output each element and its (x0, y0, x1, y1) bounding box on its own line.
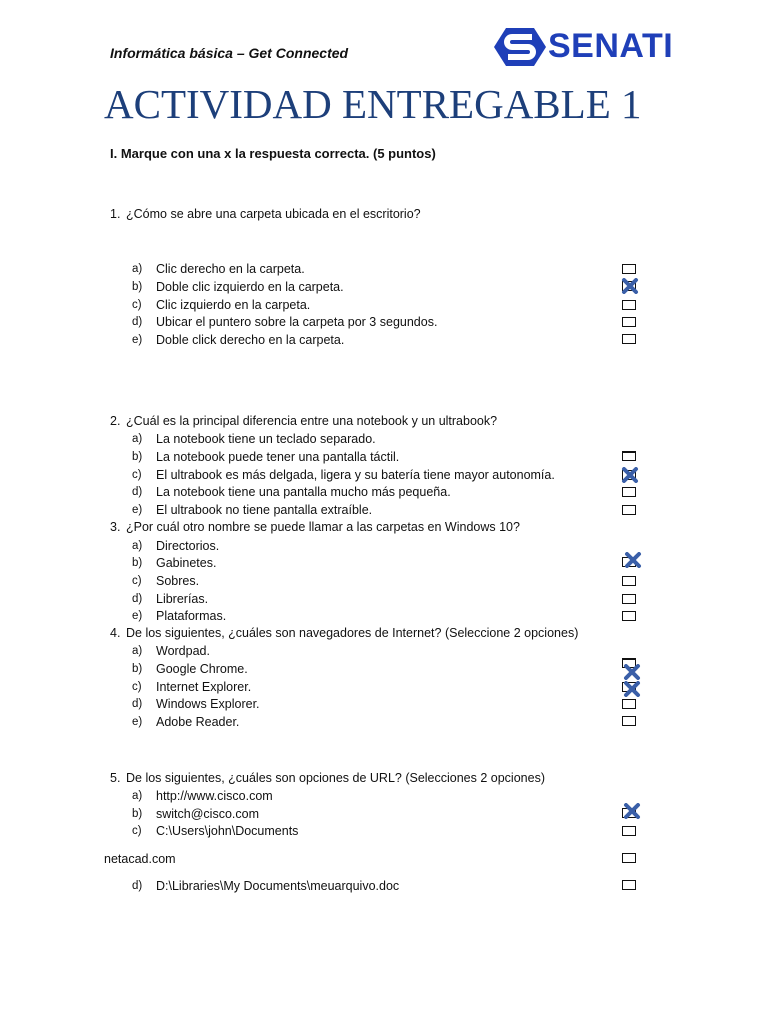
option-letter: e) (132, 716, 143, 728)
option-text: El ultrabook es más delgada, ligera y su batería tiene mayor autonomía. (156, 468, 555, 482)
check-x-mark-icon (623, 664, 641, 680)
option-text: Google Chrome. (156, 662, 248, 676)
document-subtitle: Informática básica – Get Connected (110, 45, 349, 61)
check-x-mark-icon (621, 467, 639, 483)
answer-checkbox[interactable] (622, 505, 636, 515)
option-letter: a) (132, 433, 143, 445)
option-letter: c) (132, 575, 142, 587)
option-letter: c) (132, 825, 142, 837)
option-text: Wordpad. (156, 644, 210, 658)
check-x-mark-icon (623, 681, 641, 697)
option-text: Clic izquierdo en la carpeta. (156, 298, 311, 312)
check-x-mark-icon (623, 803, 641, 819)
question-number: 5. (110, 771, 121, 785)
option-text: El ultrabook no tiene pantalla extraíble. (156, 503, 373, 517)
option-text: Internet Explorer. (156, 680, 252, 694)
question-2 (110, 414, 497, 428)
option-letter: b) (132, 281, 143, 293)
answer-checkbox[interactable] (622, 826, 636, 836)
answer-checkbox[interactable] (622, 716, 636, 726)
senati-logo-text: SENATI (548, 27, 674, 65)
option-letter: e) (132, 610, 143, 622)
question-4 (110, 626, 578, 640)
option-text: La notebook tiene un teclado separado. (156, 432, 376, 446)
question-text: ¿Cuál es la principal diferencia entre una notebook y un ultrabook? (126, 414, 498, 428)
option-text: http://www.cisco.com (156, 789, 273, 803)
option-letter: b) (132, 808, 143, 820)
answer-checkbox[interactable] (622, 853, 636, 863)
question-3 (110, 520, 520, 534)
option-text: Doble clic izquierdo en la carpeta. (156, 280, 344, 294)
option-text: Gabinetes. (156, 556, 217, 570)
answer-checkbox[interactable] (622, 880, 636, 890)
answer-checkbox[interactable] (622, 334, 636, 344)
question-5 (110, 771, 545, 785)
question-text: De los siguientes, ¿cuáles son navegadores de Internet? (Seleccione 2 opciones) (126, 626, 579, 640)
question-text: ¿Cómo se abre una carpeta ubicada en el escritorio? (126, 207, 421, 221)
answer-checkbox[interactable] (622, 576, 636, 586)
question-text: De los siguientes, ¿cuáles son opciones de URL? (Selecciones 2 opciones) (126, 771, 545, 785)
page-title: ACTIVIDAD ENTREGABLE 1 (104, 81, 642, 127)
option-letter: d) (132, 880, 143, 892)
option-text: C:\Users\john\Documents (156, 824, 299, 838)
option-letter: c) (132, 469, 142, 481)
option-text: switch@cisco.com (156, 807, 259, 821)
option-text: Sobres. (156, 574, 200, 588)
option-letter: d) (132, 698, 143, 710)
option-text: netacad.com (104, 852, 176, 866)
option-text: La notebook puede tener una pantalla táctil. (156, 450, 400, 464)
check-x-mark-icon (621, 278, 639, 294)
question-1 (110, 207, 421, 221)
answer-checkbox[interactable] (622, 611, 636, 621)
option-letter: b) (132, 451, 143, 463)
option-text: Directorios. (156, 539, 220, 553)
option-text: D:\Libraries\My Documents\meuarquivo.doc (156, 879, 400, 893)
question-text: ¿Por cuál otro nombre se puede llamar a las carpetas en Windows 10? (126, 520, 520, 534)
senati-logo-icon (494, 28, 546, 66)
answer-checkbox[interactable] (622, 699, 636, 709)
option-letter: e) (132, 504, 143, 516)
answer-checkbox[interactable] (622, 594, 636, 604)
question-number: 2. (110, 414, 121, 428)
question-number: 3. (110, 520, 121, 534)
option-letter: c) (132, 299, 142, 311)
option-letter: b) (132, 663, 143, 675)
option-text: La notebook tiene una pantalla mucho más pequeña. (156, 485, 451, 499)
option-text: Librerías. (156, 592, 209, 606)
option-letter: d) (132, 593, 143, 605)
instruction-text: I. Marque con una x la respuesta correcta. (5 puntos) (110, 146, 436, 161)
option-text: Windows Explorer. (156, 697, 260, 711)
question-number: 4. (110, 626, 121, 640)
option-letter: a) (132, 540, 143, 552)
option-text: Plataformas. (156, 609, 227, 623)
option-text: Adobe Reader. (156, 715, 240, 729)
option-letter: e) (132, 334, 143, 346)
answer-checkbox[interactable] (622, 451, 636, 461)
question-number: 1. (110, 207, 121, 221)
option-letter: d) (132, 486, 143, 498)
option-letter: b) (132, 557, 143, 569)
option-text: Doble click derecho en la carpeta. (156, 333, 345, 347)
option-letter: a) (132, 645, 143, 657)
answer-checkbox[interactable] (622, 264, 636, 274)
answer-checkbox[interactable] (622, 487, 636, 497)
option-text: Clic derecho en la carpeta. (156, 262, 305, 276)
answer-checkbox[interactable] (622, 317, 636, 327)
option-text: Ubicar el puntero sobre la carpeta por 3 segundos. (156, 315, 438, 329)
option-letter: d) (132, 316, 143, 328)
option-letter: a) (132, 790, 143, 802)
answer-checkbox[interactable] (622, 300, 636, 310)
option-letter: a) (132, 263, 143, 275)
option-letter: c) (132, 681, 142, 693)
check-x-mark-icon (624, 552, 642, 568)
